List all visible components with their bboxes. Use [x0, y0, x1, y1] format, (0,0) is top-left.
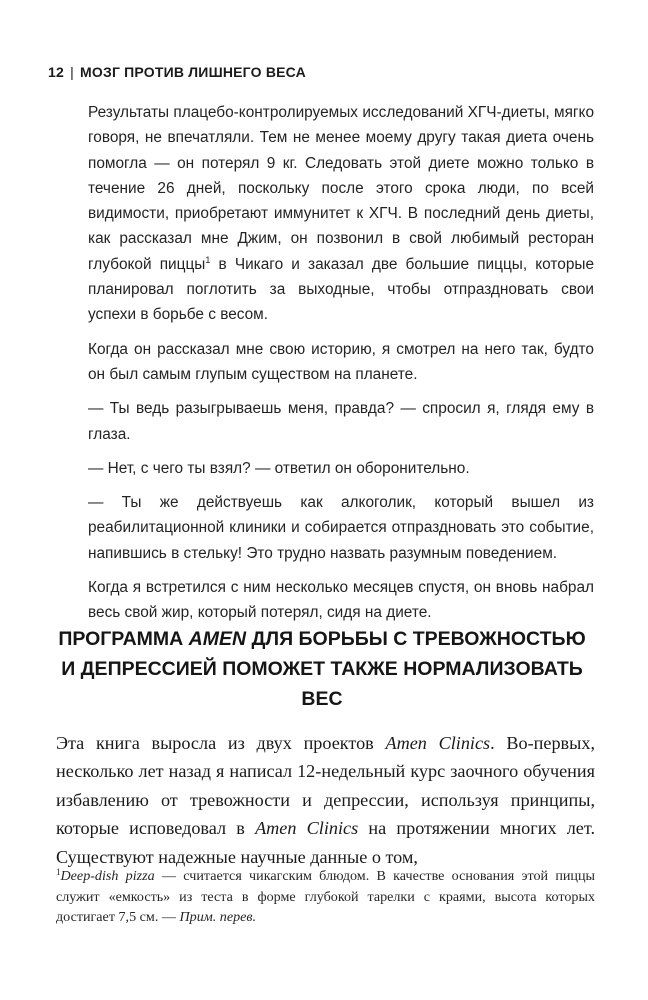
body-paragraph [56, 729, 595, 871]
story-block [88, 100, 594, 635]
dialogue-line-1: — Ты ведь разыгрываешь меня, правда? — спросил я, глядя ему в глаза. [88, 400, 594, 443]
section-heading-start: ПРОГРАММА [58, 628, 189, 650]
dialogue-line-2: — Нет, с чего ты взял? — ответил он оборонительно. [88, 459, 470, 477]
footnote-attribution: Прим. перев. [179, 909, 257, 925]
header-separator: | [70, 64, 74, 80]
footnote [56, 866, 595, 928]
section-heading-end: ДЛЯ БОРЬБЫ С ТРЕВОЖНОСТЬЮ И ДЕПРЕССИЕЙ ПОМОЖЕТ ТАКЖЕ НОРМАЛИЗОВАТЬ ВЕС [61, 628, 586, 710]
footnote-reference: 1 [205, 254, 211, 265]
story-paragraph-1-end: в Чикаго и заказал две большие пиццы, которые планировал поглотить за выходные, чтобы отпраздновать свои успехи в борьбе с весом. [88, 255, 595, 324]
body-text-1: Эта книга выросла из двух проектов [56, 733, 386, 753]
footnote-mark: 1 [56, 867, 61, 877]
section-heading [56, 624, 588, 714]
section-heading-brand: AMEN [188, 628, 247, 650]
body-text-2: . Во-первых, несколько лет назад я написал 12-недельный курс заочного обучения избавлению от тревожности и депрессии, используя принципы, которые исповедовал в [56, 733, 595, 839]
page-number: 12 [48, 64, 64, 80]
clinic-name-1: Amen Clinics [385, 733, 491, 753]
clinic-name-2: Amen Clinics [255, 818, 359, 839]
body-text-3: на протяжении многих лет. Существуют надежные научные данные о том, [56, 818, 596, 867]
footnote-term: Deep-dish pizza [60, 868, 155, 884]
story-paragraph-1 [88, 100, 594, 328]
story-paragraph-2: Когда он рассказал мне свою историю, я смотрел на него так, будто он был самым глупым существом на планете. [88, 340, 594, 383]
story-paragraph-1-start: Результаты плацебо-контролируемых исследований ХГЧ-диеты, мягко говоря, не впечатляли. Тем не менее моему другу такая диета очень помогла — он потерял 9 кг. Следовать этой диете можно только в течение 26 дней, поскольку после этого срока люди, по всей видимости, приобретают иммунитет к ХГЧ. В последний день диеты, как рассказал мне Джим, он позвонил в свой любимый ресторан глубокой пиццы [88, 104, 594, 273]
running-header [48, 64, 306, 80]
dialogue-line-3: — Ты же действуешь как алкоголик, который вышел из реабилитационной клиники и собирается отпраздновать это событие, напившись в стельку! Это трудно назвать разумным поведением. [88, 494, 594, 562]
footnote-text: — считается чикагским блюдом. В качестве основания этой пиццы служит «емкость» из теста в форме глубокой тарелки с краями, высота которых достигает 7,5 см. — [56, 868, 595, 925]
book-title: МОЗГ ПРОТИВ ЛИШНЕГО ВЕСА [80, 64, 306, 80]
story-paragraph-final: Когда я встретился с ним несколько месяцев спустя, он вновь набрал весь свой жир, который потерял, сидя на диете. [88, 579, 594, 622]
